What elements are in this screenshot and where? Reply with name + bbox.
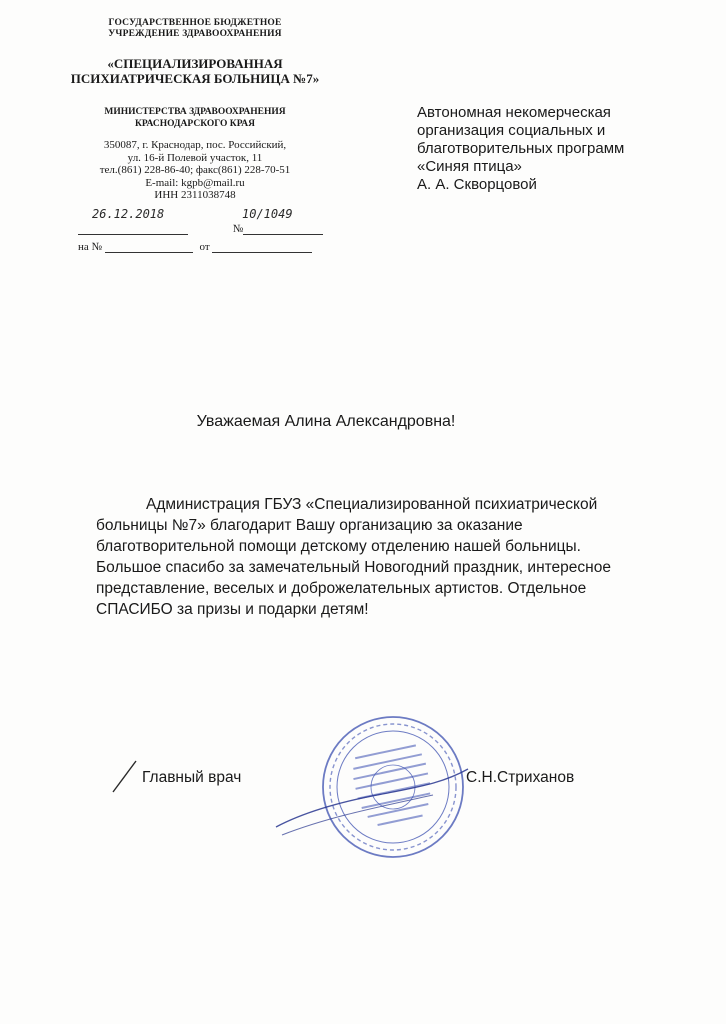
letterhead (60, 18, 330, 202)
number-prefix: № (232, 223, 244, 235)
inn: ИНН 2311038748 (154, 189, 236, 201)
address-line-2: ул. 16-й Полевой участок, 11 (127, 151, 263, 164)
phone-fax: тел.(861) 228-86-40; факс(861) 228-70-51 (99, 164, 291, 176)
org-name-line-2: ПСИХИАТРИЧЕСКАЯ БОЛЬНИЦА №7» (70, 71, 320, 86)
state-status-line-2: УЧРЕЖДЕНИЕ ЗДРАВООХРАНЕНИЯ (108, 29, 282, 39)
ref-from-label: от (199, 241, 210, 253)
org-name-line-1: «СПЕЦИАЛИЗИРОВАННАЯ (107, 56, 283, 71)
ref-number-underline (105, 240, 193, 253)
greeting-text: Уважаемая Алина Александровна! (196, 413, 456, 430)
signatory-name: С.Н.Стриханов (466, 769, 575, 786)
org-name (60, 56, 330, 86)
ministry-line-2: КРАСНОДАРСКОГО КРАЯ (134, 119, 256, 129)
addressee-line-1: Автономная некомерческая (417, 104, 611, 121)
handwritten-signature (268, 755, 478, 845)
handwritten-number: 10/1049 (242, 207, 293, 221)
outgoing-registration (78, 222, 328, 235)
letter-body (96, 494, 706, 620)
body-line-6: СПАСИБО за призы и подарки детям! (96, 601, 369, 618)
contact-block (60, 139, 330, 202)
reference-registration (78, 240, 328, 253)
ref-date-underline (212, 240, 312, 253)
body-line-4: Большое спасибо за замечательный Новогодний праздник, интересное (96, 559, 611, 576)
ref-number-label: на № (78, 241, 103, 253)
addressee-line-5: А. А. Скворцовой (417, 176, 537, 193)
signatory-title: Главный врач (142, 769, 242, 786)
ministry (60, 106, 330, 130)
greeting (0, 413, 726, 431)
addressee-line-2: организация социальных и (417, 122, 606, 139)
addressee-line-3: благотворительных программ (417, 140, 625, 157)
addressee-line-4: «Синяя птица» (417, 158, 522, 175)
handwritten-date: 26.12.2018 (92, 207, 165, 221)
body-line-5: представление, веселых и доброжелательных артистов. Отдельное (96, 580, 587, 597)
address-line-1: 350087, г. Краснодар, пос. Российский, (103, 139, 287, 151)
number-underline (243, 222, 323, 235)
email: E-mail: kgpb@mail.ru (145, 176, 245, 189)
ministry-line-1: МИНИСТЕРСТВА ЗДРАВООХРАНЕНИЯ (104, 107, 286, 117)
signature-tick (110, 758, 140, 794)
body-line-2: больницы №7» благодарит Вашу организацию за оказание (96, 517, 523, 534)
addressee-block (417, 104, 717, 194)
state-status-line-1: ГОСУДАРСТВЕННОЕ БЮДЖЕТНОЕ (108, 18, 282, 28)
body-line-3: благотворительной помощи детскому отделению нашей больницы. (96, 538, 581, 555)
date-underline (78, 222, 188, 235)
body-line-1: Администрация ГБУЗ «Специализированной психиатрической (146, 496, 598, 513)
